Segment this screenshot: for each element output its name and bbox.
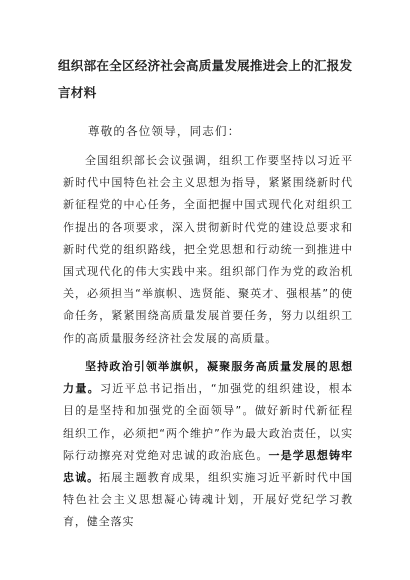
document-title: 组织部在全区经济社会高质量发展推进会上的汇报发言材料 (58, 58, 353, 100)
paragraph-2 (63, 356, 353, 534)
paragraph-1: 全国组织部长会议强调，组织工作要坚持以习近平新时代中国特色社会主义思想为指导，紧紧围绕新时代新征程党的中心任务，全面把握中国式现代化对组织工作提出的各项要求，深入贯彻新时代党的建设总要求和新时代党的组织路线，把全党思想和行动统一到推进中国式现代化的伟大实践中来。组织部门作为党的政治机关，必须担当“举旗帜、选贤能、聚英才、强根基”的使命任务，紧紧围绕高质量发展首要任务，努力以组织工作的高质量服务经济社会发展的高质量。 (63, 154, 353, 345)
paragraph-2-text-a: 习近平总书记指出，“加强党的组织建设，根本目的是坚持和加强党的全面领导”。做好新时代新征程组织工作，必须把“两个维护”作为最大政治责任，以实际行动擦亮对党绝对忠诚的政治底色。 (63, 382, 353, 462)
greeting: 尊敬的各位领导，同志们： (88, 124, 241, 138)
paragraph-2-heading: 坚持政治引领举旗帜，凝聚服务高质量发展的思想力量。 (63, 360, 353, 396)
paragraph-2-text-c: 拓展主题教育成果，组织实施习近平新时代中国特色社会主义思想凝心铸魂计划，开展好党纪学习教育，健全落实 (63, 471, 353, 529)
paragraph-2-point-one: 一是学思想铸牢忠诚。 (63, 448, 353, 485)
